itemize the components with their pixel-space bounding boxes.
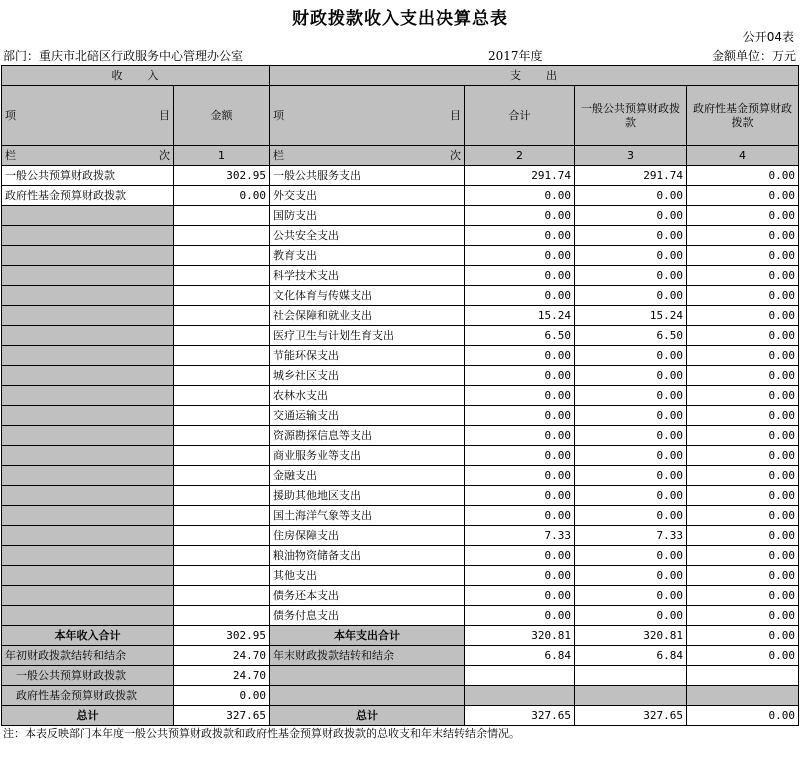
empty-cell: [2, 566, 174, 586]
empty-cell: [174, 506, 270, 526]
expense-item-name: 农林水支出: [270, 386, 465, 406]
empty-cell: [174, 246, 270, 266]
carry-out-fund-value: 0.00: [687, 646, 799, 666]
income-item-amount: 0.00: [174, 186, 270, 206]
empty-cell: [2, 326, 174, 346]
empty-cell: [2, 586, 174, 606]
empty-cell: [2, 226, 174, 246]
expense-item-name: 科学技术支出: [270, 266, 465, 286]
empty-cell: [687, 666, 799, 686]
income-item-name: 一般公共预算财政拨款: [2, 166, 174, 186]
empty-cell: [2, 386, 174, 406]
empty-cell: [2, 286, 174, 306]
table-row: [2, 506, 799, 526]
empty-cell: [575, 666, 687, 686]
expense-item-fund: 0.00: [687, 366, 799, 386]
expense-item-name: 外交支出: [270, 186, 465, 206]
expense-item-fund: 0.00: [687, 286, 799, 306]
expense-item-total: 6.50: [465, 326, 575, 346]
expense-item-name: 公共安全支出: [270, 226, 465, 246]
finance-table: [1, 65, 799, 726]
empty-cell: [174, 226, 270, 246]
empty-cell: [174, 406, 270, 426]
expense-item-total: 0.00: [465, 346, 575, 366]
empty-cell: [2, 346, 174, 366]
expense-item-name: 债务还本支出: [270, 586, 465, 606]
grand-total-row: [2, 706, 799, 726]
empty-cell: [2, 526, 174, 546]
empty-cell: [465, 666, 575, 686]
expense-item-name: 教育支出: [270, 246, 465, 266]
expense-item-general: 0.00: [575, 346, 687, 366]
expense-item-total: 0.00: [465, 586, 575, 606]
grand-income-value: 327.65: [174, 706, 270, 726]
carry-in-fund-label: 政府性基金预算财政拨款: [2, 686, 174, 706]
expense-item-name: 社会保障和就业支出: [270, 306, 465, 326]
carry-row: [2, 646, 799, 666]
expense-item-general: 0.00: [575, 226, 687, 246]
expense-item-total: 291.74: [465, 166, 575, 186]
expense-item-fund: 0.00: [687, 446, 799, 466]
expense-item-name: 其他支出: [270, 566, 465, 586]
table-row: [2, 606, 799, 626]
expense-item-name: 国土海洋气象等支出: [270, 506, 465, 526]
expense-item-general: 0.00: [575, 566, 687, 586]
expense-item-total: 0.00: [465, 606, 575, 626]
expense-item-fund: 0.00: [687, 266, 799, 286]
annual-total-row: [2, 626, 799, 646]
empty-cell: [174, 286, 270, 306]
expense-item-general: 7.33: [575, 526, 687, 546]
table-row: [2, 406, 799, 426]
col-index-3: 3: [575, 146, 687, 166]
col-right-label: 次: [159, 149, 170, 162]
expense-item-fund: 0.00: [687, 226, 799, 246]
expense-item-total: 0.00: [465, 266, 575, 286]
empty-cell: [2, 506, 174, 526]
empty-cell: [2, 406, 174, 426]
empty-cell: [174, 606, 270, 626]
expense-item-general: 0.00: [575, 426, 687, 446]
report-meta: [0, 46, 800, 64]
column-header-row: [2, 86, 799, 146]
expense-item-name: 粮油物资储备支出: [270, 546, 465, 566]
expense-item-name: 金融支出: [270, 466, 465, 486]
empty-cell: [2, 606, 174, 626]
table-row: [2, 286, 799, 306]
expense-item-fund: 0.00: [687, 526, 799, 546]
section-header-row: [2, 66, 799, 86]
carry-out-label: 年末财政拨款结转和结余: [270, 646, 465, 666]
empty-cell: [270, 686, 465, 706]
income-section-header: 收 入: [2, 66, 270, 86]
empty-cell: [174, 526, 270, 546]
grand-expense-general-value: 327.65: [575, 706, 687, 726]
table-row: [2, 186, 799, 206]
expense-item-general: 0.00: [575, 286, 687, 306]
empty-cell: [2, 426, 174, 446]
expense-item-name: 商业服务业等支出: [270, 446, 465, 466]
expense-item-fund: 0.00: [687, 606, 799, 626]
table-row: [2, 386, 799, 406]
col-right-label: 次: [450, 149, 461, 162]
table-body: [2, 166, 799, 626]
empty-cell: [2, 266, 174, 286]
expense-item-name: 医疗卫生与计划生育支出: [270, 326, 465, 346]
table-row: [2, 446, 799, 466]
expense-item-name: 节能环保支出: [270, 346, 465, 366]
table-row: [2, 526, 799, 546]
expense-item-name: 债务付息支出: [270, 606, 465, 626]
col-left-label: 栏: [5, 149, 16, 162]
expense-item-total: 0.00: [465, 206, 575, 226]
expense-item-total: 0.00: [465, 446, 575, 466]
empty-cell: [2, 306, 174, 326]
expense-item-general: 0.00: [575, 606, 687, 626]
expense-item-fund: 0.00: [687, 586, 799, 606]
income-item-name: 政府性基金预算财政拨款: [2, 186, 174, 206]
department-label: 部门：重庆市北碚区行政服务中心管理办公室: [3, 49, 244, 63]
expense-item-fund: 0.00: [687, 206, 799, 226]
table-row: [2, 206, 799, 226]
unit-label: 金额单位：万元: [711, 49, 796, 63]
income-total-label: 本年收入合计: [2, 626, 174, 646]
carry-in-general-label: 一般公共预算财政拨款: [2, 666, 174, 686]
expense-item-fund: 0.00: [687, 406, 799, 426]
carry-out-value: 6.84: [465, 646, 575, 666]
item-right-label: 目: [450, 108, 461, 122]
expense-item-fund: 0.00: [687, 466, 799, 486]
grand-expense-label: 总计: [270, 706, 465, 726]
carry-in-fund-value: 0.00: [174, 686, 270, 706]
expense-item-fund: 0.00: [687, 346, 799, 366]
income-total-value: 302.95: [174, 626, 270, 646]
expense-total-general-value: 320.81: [575, 626, 687, 646]
expense-item-general: 0.00: [575, 366, 687, 386]
table-row: [2, 326, 799, 346]
expense-item-name: 城乡社区支出: [270, 366, 465, 386]
expense-item-name: 援助其他地区支出: [270, 486, 465, 506]
expense-item-total: 0.00: [465, 566, 575, 586]
empty-cell: [2, 486, 174, 506]
income-item-header: [2, 86, 174, 146]
expense-item-general: 15.24: [575, 306, 687, 326]
expense-item-name: 文化体育与传媒支出: [270, 286, 465, 306]
table-row: [2, 426, 799, 446]
expense-item-total: 0.00: [465, 226, 575, 246]
form-code: 公开04表: [742, 30, 794, 44]
expense-item-fund: 0.00: [687, 386, 799, 406]
expense-item-fund: 0.00: [687, 486, 799, 506]
expense-item-header: [270, 86, 465, 146]
expense-item-total: 0.00: [465, 406, 575, 426]
table-row: [2, 586, 799, 606]
expense-col-index: [270, 146, 465, 166]
expense-item-fund: 0.00: [687, 306, 799, 326]
empty-cell: [174, 386, 270, 406]
expense-item-total: 15.24: [465, 306, 575, 326]
empty-cell: [270, 666, 465, 686]
expense-item-total: 0.00: [465, 246, 575, 266]
expense-item-general: 0.00: [575, 506, 687, 526]
empty-cell: [174, 366, 270, 386]
report-title: 财政拨款收入支出决算总表: [292, 9, 508, 29]
expense-item-total: 7.33: [465, 526, 575, 546]
summary-rows: [2, 626, 799, 726]
empty-cell: [174, 206, 270, 226]
expense-item-general: 291.74: [575, 166, 687, 186]
column-index-row: [2, 146, 799, 166]
table-row: [2, 546, 799, 566]
expense-item-general: 0.00: [575, 586, 687, 606]
table-row: [2, 246, 799, 266]
carry-in-fund-row: [2, 686, 799, 706]
col-index-4: 4: [687, 146, 799, 166]
empty-cell: [2, 206, 174, 226]
expense-item-general: 0.00: [575, 206, 687, 226]
col-left-label: 栏: [273, 149, 284, 162]
empty-cell: [174, 346, 270, 366]
empty-cell: [174, 566, 270, 586]
expense-item-fund: 0.00: [687, 186, 799, 206]
empty-cell: [2, 246, 174, 266]
carry-in-general-value: 24.70: [174, 666, 270, 686]
empty-cell: [174, 426, 270, 446]
expense-item-general: 0.00: [575, 386, 687, 406]
empty-cell: [465, 686, 575, 706]
expense-item-fund: 0.00: [687, 246, 799, 266]
expense-item-total: 0.00: [465, 486, 575, 506]
expense-item-general: 0.00: [575, 246, 687, 266]
expense-item-total: 0.00: [465, 186, 575, 206]
expense-item-general: 0.00: [575, 546, 687, 566]
footnote: 注：本表反映部门本年度一般公共预算财政拨款和政府性基金预算财政拨款的总收支和年末结转结余情况。: [3, 727, 520, 740]
table-row: [2, 466, 799, 486]
expense-item-fund: 0.00: [687, 426, 799, 446]
expense-total-fund-value: 0.00: [687, 626, 799, 646]
year-label: 2017年度: [488, 49, 543, 63]
carry-in-label: 年初财政拨款结转和结余: [2, 646, 174, 666]
table-row: [2, 346, 799, 366]
expense-item-total: 0.00: [465, 466, 575, 486]
table-row: [2, 366, 799, 386]
empty-cell: [174, 306, 270, 326]
expense-item-general: 0.00: [575, 186, 687, 206]
income-item-amount: 302.95: [174, 166, 270, 186]
expense-item-name: 交通运输支出: [270, 406, 465, 426]
expense-item-name: 国防支出: [270, 206, 465, 226]
carry-out-general-value: 6.84: [575, 646, 687, 666]
empty-cell: [575, 686, 687, 706]
empty-cell: [2, 466, 174, 486]
empty-cell: [2, 546, 174, 566]
expense-item-name: 一般公共服务支出: [270, 166, 465, 186]
table-row: [2, 266, 799, 286]
expense-item-fund: 0.00: [687, 326, 799, 346]
expense-total-label: 本年支出合计: [270, 626, 465, 646]
table-row: [2, 166, 799, 186]
empty-cell: [2, 446, 174, 466]
carry-in-value: 24.70: [174, 646, 270, 666]
expense-item-total: 0.00: [465, 386, 575, 406]
col-index-2: 2: [465, 146, 575, 166]
expense-item-total: 0.00: [465, 366, 575, 386]
expense-total-value: 320.81: [465, 626, 575, 646]
item-left-label: 项: [273, 108, 284, 122]
table-row: [2, 566, 799, 586]
general-budget-header: 一般公共预算财政拨款: [575, 86, 687, 146]
expense-item-fund: 0.00: [687, 166, 799, 186]
expense-item-total: 0.00: [465, 286, 575, 306]
expense-item-fund: 0.00: [687, 506, 799, 526]
empty-cell: [174, 466, 270, 486]
expense-item-general: 0.00: [575, 466, 687, 486]
empty-cell: [174, 486, 270, 506]
empty-cell: [174, 586, 270, 606]
table-row: [2, 486, 799, 506]
item-right-label: 目: [159, 108, 170, 122]
income-col-index: [2, 146, 174, 166]
expense-item-fund: 0.00: [687, 566, 799, 586]
expense-item-general: 0.00: [575, 406, 687, 426]
expense-item-fund: 0.00: [687, 546, 799, 566]
empty-cell: [174, 266, 270, 286]
empty-cell: [174, 326, 270, 346]
grand-expense-value: 327.65: [465, 706, 575, 726]
table-row: [2, 306, 799, 326]
expense-item-general: 0.00: [575, 446, 687, 466]
empty-cell: [174, 546, 270, 566]
grand-expense-fund-value: 0.00: [687, 706, 799, 726]
expense-item-total: 0.00: [465, 426, 575, 446]
empty-cell: [2, 366, 174, 386]
gov-fund-header: 政府性基金预算财政拨款: [687, 86, 799, 146]
col-index-1: 1: [174, 146, 270, 166]
expense-item-name: 资源勘探信息等支出: [270, 426, 465, 446]
expense-section-header: 支 出: [270, 66, 799, 86]
item-left-label: 项: [5, 108, 16, 122]
expense-item-general: 6.50: [575, 326, 687, 346]
empty-cell: [687, 686, 799, 706]
expense-item-total: 0.00: [465, 546, 575, 566]
expense-item-total: 0.00: [465, 506, 575, 526]
expense-item-general: 0.00: [575, 266, 687, 286]
grand-income-label: 总计: [2, 706, 174, 726]
empty-cell: [174, 446, 270, 466]
amount-header: 金额: [174, 86, 270, 146]
expense-item-general: 0.00: [575, 486, 687, 506]
carry-in-general-row: [2, 666, 799, 686]
total-header: 合计: [465, 86, 575, 146]
expense-item-name: 住房保障支出: [270, 526, 465, 546]
table-row: [2, 226, 799, 246]
